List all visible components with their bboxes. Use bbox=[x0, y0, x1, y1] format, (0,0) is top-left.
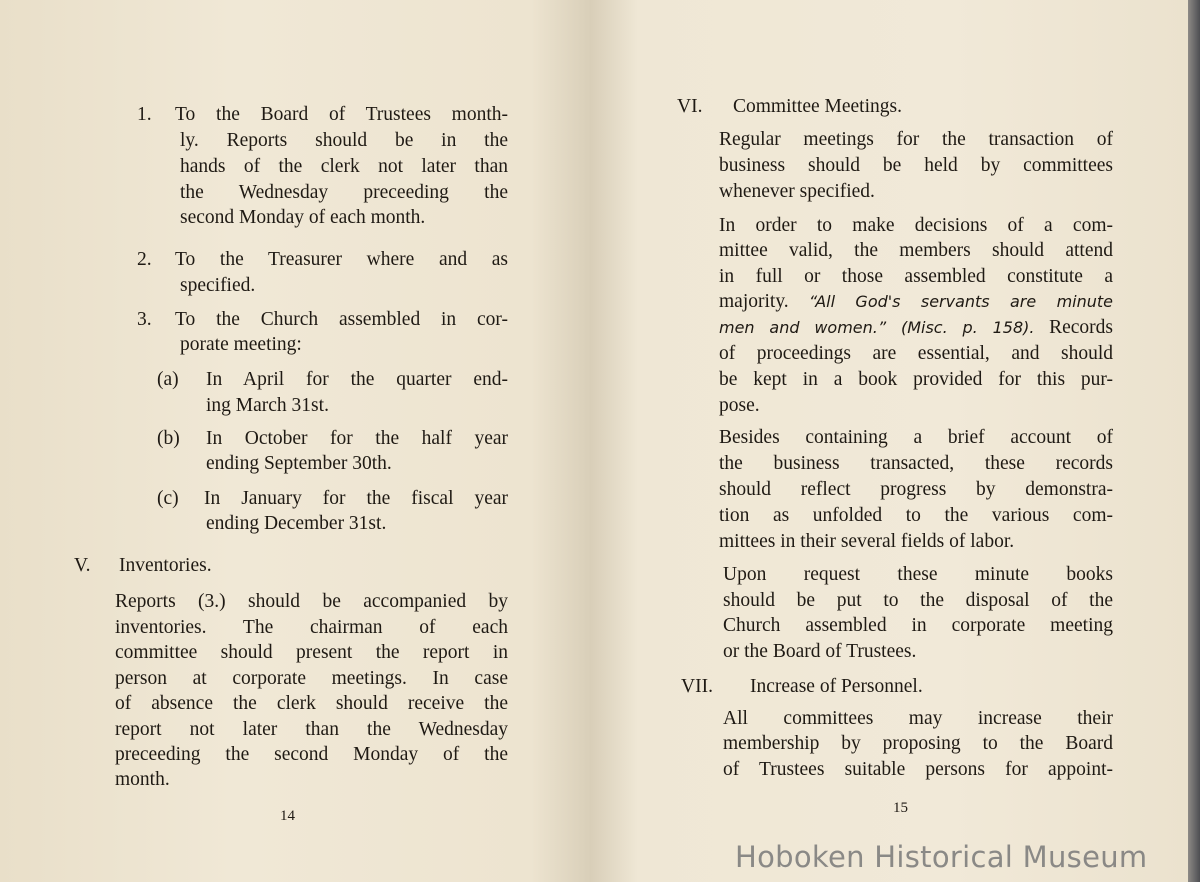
text-line: report not later than the Wednesday bbox=[115, 719, 508, 740]
text-line: inventories. The chairman of each bbox=[115, 617, 508, 638]
section-title: Inventories. bbox=[119, 555, 212, 576]
item-number: (a) bbox=[157, 369, 179, 390]
text-line: Reports (3.) should be accompanied by bbox=[115, 591, 508, 612]
text-line: Besides containing a brief account of bbox=[719, 427, 1113, 448]
text-line: To the Treasurer where and as bbox=[175, 249, 508, 270]
text-line: preceeding the second Monday of the bbox=[115, 744, 508, 765]
text-fragment: Records bbox=[1049, 317, 1113, 338]
page-number: 14 bbox=[280, 808, 295, 824]
text-line: the Wednesday preceeding the bbox=[180, 182, 508, 203]
text-line: mittees in their several fields of labor. bbox=[719, 531, 1015, 552]
text-line: business should be held by committees bbox=[719, 155, 1113, 176]
text-line: should be put to the disposal of the bbox=[723, 590, 1113, 611]
text-line: To the Church assembled in cor- bbox=[175, 309, 508, 330]
text-line: hands of the clerk not later than bbox=[180, 156, 508, 177]
watermark: Hoboken Historical Museum bbox=[735, 840, 1148, 874]
text-line: Upon request these minute books bbox=[723, 564, 1113, 585]
text-line: tion as unfolded to the various com- bbox=[719, 505, 1113, 526]
text-line: the business transacted, these records bbox=[719, 453, 1113, 474]
text-line: Church assembled in corporate meeting bbox=[723, 615, 1113, 636]
text-line bbox=[719, 316, 1113, 340]
right-page bbox=[590, 0, 1190, 882]
section-title: Committee Meetings. bbox=[733, 96, 902, 117]
text-line: ing March 31st. bbox=[206, 395, 329, 416]
text-line: specified. bbox=[180, 275, 256, 296]
text-line: person at corporate meetings. In case bbox=[115, 668, 508, 689]
text-line: In January for the fiscal year bbox=[204, 488, 508, 509]
item-number: 2. bbox=[137, 249, 152, 270]
text-line: in full or those assembled constitute a bbox=[719, 266, 1113, 287]
left-page bbox=[0, 0, 590, 882]
item-number: (c) bbox=[157, 488, 179, 509]
text-line: whenever specified. bbox=[719, 181, 875, 202]
text-line: of proceedings are essential, and should bbox=[719, 343, 1113, 364]
text-line: All committees may increase their bbox=[723, 708, 1113, 729]
text-line: should reflect progress by demonstra- bbox=[719, 479, 1113, 500]
section-title: Increase of Personnel. bbox=[750, 676, 923, 697]
text-line: committee should present the report in bbox=[115, 642, 508, 663]
text-line: of absence the clerk should receive the bbox=[115, 693, 508, 714]
text-line: In October for the half year bbox=[206, 428, 508, 449]
text-line: mittee valid, the members should attend bbox=[719, 240, 1113, 261]
text-line: Regular meetings for the transaction of bbox=[719, 129, 1113, 150]
section-number: VII. bbox=[681, 676, 713, 697]
book-edge bbox=[1188, 0, 1200, 882]
text-line: In April for the quarter end- bbox=[206, 369, 508, 390]
text-line: second Monday of each month. bbox=[180, 207, 426, 228]
quote-italic: men and women.” (Misc. p. 158). bbox=[719, 318, 1035, 337]
text-fragment: majority. bbox=[719, 291, 789, 312]
section-number: V. bbox=[74, 555, 91, 576]
text-line: or the Board of Trustees. bbox=[723, 641, 917, 662]
text-line: To the Board of Trustees month- bbox=[175, 104, 508, 125]
text-line: porate meeting: bbox=[180, 334, 302, 355]
item-number: 3. bbox=[137, 309, 152, 330]
item-number: (b) bbox=[157, 428, 180, 449]
text-line: be kept in a book provided for this pur- bbox=[719, 369, 1113, 390]
section-number: VI. bbox=[677, 96, 703, 117]
text-line: ly. Reports should be in the bbox=[180, 130, 508, 151]
text-line: pose. bbox=[719, 395, 760, 416]
text-line: In order to make decisions of a com- bbox=[719, 215, 1113, 236]
item-number: 1. bbox=[137, 104, 152, 125]
page-number: 15 bbox=[893, 800, 908, 816]
text-line: ending December 31st. bbox=[206, 513, 387, 534]
text-line: month. bbox=[115, 769, 170, 790]
text-line: of Trustees suitable persons for appoint- bbox=[723, 759, 1113, 780]
quote-italic: “All God's servants are minute bbox=[808, 292, 1114, 311]
text-line: ending September 30th. bbox=[206, 453, 392, 474]
text-line bbox=[719, 290, 1113, 314]
text-line: membership by proposing to the Board bbox=[723, 733, 1113, 754]
